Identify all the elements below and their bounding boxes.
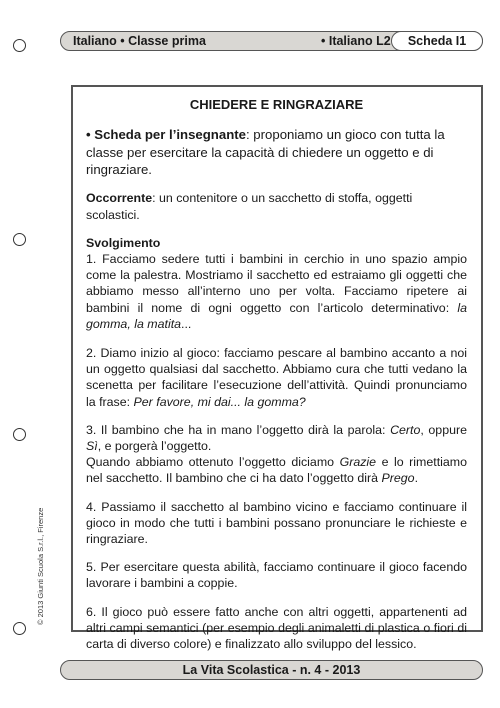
procedure-step-2 (86, 345, 467, 410)
step-1-end: ... (181, 316, 192, 331)
worksheet-card (71, 85, 483, 652)
materials-text: : un contenitore o un sacchetto di stoffa, oggetti scolastici. (86, 191, 413, 222)
step-2-phrase: Per favore, mi dai... la gomma? (133, 394, 306, 409)
procedure-step-3 (86, 422, 467, 487)
step-3-hand: , e porgerà l’oggetto. (97, 439, 212, 454)
procedure-step-6: 6. Il gioco può essere fatto anche con altri oggetti, appartenenti ad altri campi semantici (per esempio degli animaletti di plastica o fiori di carta di diverso colore) e finalizzato allo sviluppo del lessico. (86, 604, 467, 652)
word-certo: Certo (390, 422, 421, 437)
step-3-or: , oppure (420, 422, 467, 437)
intro-label: • Scheda per l’insegnante (86, 127, 246, 143)
materials-paragraph (86, 190, 467, 222)
header-bar (60, 31, 483, 51)
binder-hole-middle (13, 233, 26, 246)
procedure-step-4: 4. Passiamo il sacchetto al bambino vicino e facciamo continuare il gioco in modo che tutti i bambini possano pronunciare le richieste e ringraziare. (86, 499, 467, 547)
header-course: • Italiano L2 (321, 34, 391, 48)
step-1-example: la gomma, la matita (86, 300, 467, 331)
procedure-step-1 (86, 235, 467, 332)
step-3-return: e lo rimettiamo nel sacchetto. Il bambino che ci ha dato l’oggetto dirà (86, 455, 467, 486)
sheet-tab: Scheda I1 (391, 31, 483, 51)
step-3-text: 3. Il bambino che ha in mano l’oggetto dirà la parola: (86, 422, 391, 437)
word-prego: Prego (381, 471, 415, 486)
header-subject: Italiano • Classe prima (73, 34, 206, 48)
materials-label: Occorrente (86, 191, 153, 206)
word-si: Sì (86, 439, 98, 454)
footer-bar: La Vita Scolastica - n. 4 - 2013 (60, 660, 483, 680)
step-3-thanks: Quando abbiamo ottenuto l’oggetto diciamo (86, 455, 340, 470)
binder-hole-lower (13, 428, 26, 441)
binder-hole-bottom (13, 622, 26, 635)
word-grazie: Grazie (339, 455, 377, 470)
step-1-text: 1. Facciamo sedere tutti i bambini in cerchio in uno spazio ampio come la palestra. Mostriamo il sacchetto ed estraiamo gli oggetti che abbiamo messo all’interno uno per volta. Facciamo ripetere ai bambini il nome di ogni oggetto con l’articolo determinativo: (86, 252, 467, 315)
intro-text: : proponiamo un gioco con tutta la classe per esercitare la capacità di chiedere un oggetto e di ringraziare. (86, 127, 445, 178)
procedure-step-5: 5. Per esercitare questa abilità, facciamo continuare il gioco facendo lavorare i bambini a coppie. (86, 560, 467, 591)
copyright-notice: © 2013 Giunti Scuola S.r.l., Firenze (36, 507, 45, 625)
step-2-text: 2. Diamo inizio al gioco: facciamo pescare al bambino accanto a noi un oggetto qualsiasi dal sacchetto. Abbiamo cura che tutti vedano la scenetta per facilitare l’esecuzione dell’attività. Quindi pronunciamo la frase: (86, 346, 467, 409)
binder-hole-top (13, 39, 26, 52)
teacher-intro (86, 126, 467, 178)
step-3-end: . (414, 471, 419, 486)
page-title: CHIEDERE E RINGRAZIARE (189, 97, 364, 112)
procedure-heading: Svolgimento (86, 235, 161, 250)
